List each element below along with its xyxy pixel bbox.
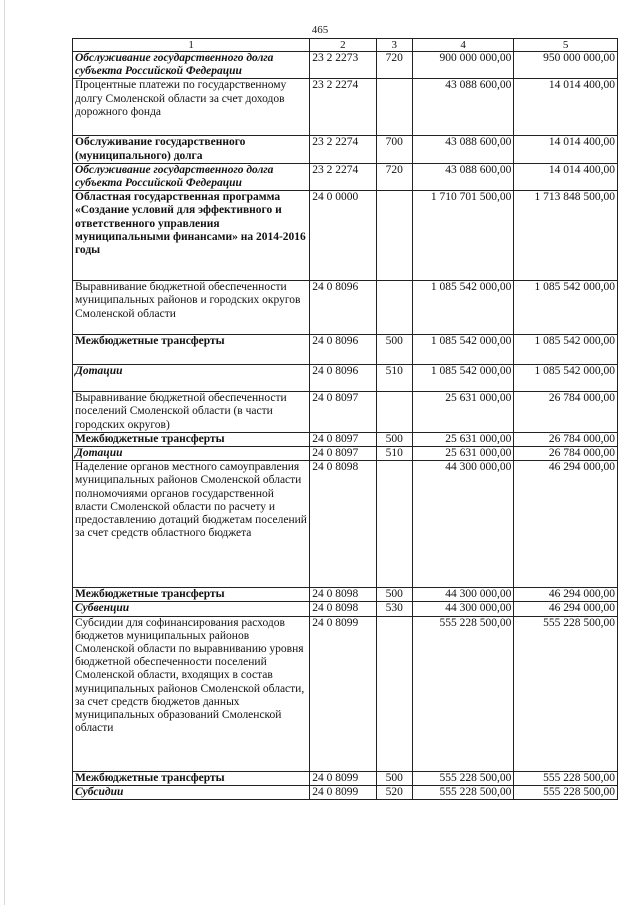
row-name-cell: Субвенции <box>73 602 310 616</box>
row-sum-2014-cell: 1 085 542 000,00 <box>412 365 514 392</box>
table-row <box>73 365 618 392</box>
row-code-cell: 24 0 8097 <box>310 447 376 461</box>
row-vr-cell <box>376 461 412 588</box>
row-vr-cell <box>376 616 412 771</box>
table-header-row <box>73 39 618 52</box>
table-row <box>73 281 618 335</box>
row-vr-cell: 500 <box>376 335 412 365</box>
row-vr-cell <box>376 191 412 281</box>
page-number: 465 <box>311 24 329 36</box>
table-row <box>73 771 618 785</box>
row-name-cell: Выравнивание бюджетной обеспеченности муниципальных районов и городских округов Смоленской области <box>73 281 310 335</box>
page-edge-mark <box>4 0 5 905</box>
row-vr-cell: 510 <box>376 447 412 461</box>
table-row <box>73 616 618 771</box>
row-name-cell: Обслуживание государственного долга субъекта Российской Федерации <box>73 163 310 190</box>
row-sum-2015-cell: 26 784 000,00 <box>514 447 618 461</box>
row-vr-cell <box>376 281 412 335</box>
row-name-cell: Субсидии для софинансирования расходов бюджетов муниципальных районов Смоленской области по выравниванию уровня бюджетной обеспеченности поселений Смоленской области, входящих в состав муниципальных районов Смоленской области, за счет средств бюджетов данных муниципальных образований Смоленской области <box>73 616 310 771</box>
row-name-cell: Обслуживание государственного долга субъекта Российской Федерации <box>73 52 310 79</box>
row-sum-2015-cell: 46 294 000,00 <box>514 588 618 602</box>
row-vr-cell: 500 <box>376 588 412 602</box>
row-sum-2014-cell: 555 228 500,00 <box>412 771 514 785</box>
row-sum-2014-cell: 44 300 000,00 <box>412 602 514 616</box>
row-code-cell: 23 2 2274 <box>310 79 376 136</box>
column-header: 4 <box>412 39 514 52</box>
row-name-cell: Дотации <box>73 365 310 392</box>
row-sum-2015-cell: 14 014 400,00 <box>514 163 618 190</box>
row-name-cell: Областная государственная программа «Создание условий для эффективного и ответственного управления муниципальными финансами» на 2014-2016 годы <box>73 191 310 281</box>
row-sum-2015-cell: 555 228 500,00 <box>514 785 618 799</box>
row-sum-2014-cell: 25 631 000,00 <box>412 392 514 433</box>
table-row <box>73 785 618 799</box>
row-vr-cell: 510 <box>376 365 412 392</box>
table-row <box>73 588 618 602</box>
row-vr-cell: 500 <box>376 432 412 446</box>
row-name-cell: Межбюджетные трансферты <box>73 335 310 365</box>
row-code-cell: 23 2 2274 <box>310 136 376 163</box>
row-sum-2014-cell: 555 228 500,00 <box>412 785 514 799</box>
row-code-cell: 24 0 8096 <box>310 365 376 392</box>
budget-table <box>72 38 618 800</box>
row-vr-cell: 500 <box>376 771 412 785</box>
table-row <box>73 602 618 616</box>
row-code-cell: 24 0 8096 <box>310 335 376 365</box>
row-code-cell: 24 0 8098 <box>310 461 376 588</box>
row-sum-2014-cell: 555 228 500,00 <box>412 616 514 771</box>
row-code-cell: 24 0 0000 <box>310 191 376 281</box>
row-sum-2015-cell: 1 713 848 500,00 <box>514 191 618 281</box>
row-name-cell: Межбюджетные трансферты <box>73 432 310 446</box>
row-vr-cell: 720 <box>376 52 412 79</box>
row-sum-2015-cell: 555 228 500,00 <box>514 616 618 771</box>
table-row <box>73 335 618 365</box>
table-row <box>73 79 618 136</box>
table-row <box>73 191 618 281</box>
table-row <box>73 447 618 461</box>
row-name-cell: Обслуживание государственного (муниципального) долга <box>73 136 310 163</box>
row-code-cell: 23 2 2274 <box>310 163 376 190</box>
row-sum-2014-cell: 25 631 000,00 <box>412 447 514 461</box>
row-code-cell: 24 0 8099 <box>310 771 376 785</box>
table-row <box>73 461 618 588</box>
table-row <box>73 392 618 433</box>
row-sum-2014-cell: 43 088 600,00 <box>412 163 514 190</box>
row-sum-2014-cell: 43 088 600,00 <box>412 79 514 136</box>
row-code-cell: 24 0 8097 <box>310 392 376 433</box>
row-sum-2015-cell: 46 294 000,00 <box>514 461 618 588</box>
table-row <box>73 136 618 163</box>
row-sum-2015-cell: 46 294 000,00 <box>514 602 618 616</box>
row-code-cell: 24 0 8096 <box>310 281 376 335</box>
column-header: 3 <box>376 39 412 52</box>
row-sum-2015-cell: 555 228 500,00 <box>514 771 618 785</box>
table-row <box>73 163 618 190</box>
row-sum-2014-cell: 44 300 000,00 <box>412 461 514 588</box>
row-code-cell: 24 0 8098 <box>310 602 376 616</box>
row-sum-2015-cell: 26 784 000,00 <box>514 392 618 433</box>
row-code-cell: 24 0 8099 <box>310 616 376 771</box>
row-name-cell: Выравнивание бюджетной обеспеченности поселений Смоленской области (в части городских округов) <box>73 392 310 433</box>
row-vr-cell: 700 <box>376 136 412 163</box>
row-sum-2014-cell: 44 300 000,00 <box>412 588 514 602</box>
row-sum-2014-cell: 1 085 542 000,00 <box>412 281 514 335</box>
table-row <box>73 432 618 446</box>
row-sum-2015-cell: 1 085 542 000,00 <box>514 281 618 335</box>
row-code-cell: 24 0 8099 <box>310 785 376 799</box>
row-sum-2015-cell: 26 784 000,00 <box>514 432 618 446</box>
row-name-cell: Межбюджетные трансферты <box>73 588 310 602</box>
row-name-cell: Межбюджетные трансферты <box>73 771 310 785</box>
row-name-cell: Субсидии <box>73 785 310 799</box>
row-code-cell: 23 2 2273 <box>310 52 376 79</box>
column-header: 5 <box>514 39 618 52</box>
column-header: 2 <box>310 39 376 52</box>
row-sum-2014-cell: 900 000 000,00 <box>412 52 514 79</box>
row-vr-cell: 720 <box>376 163 412 190</box>
row-name-cell: Дотации <box>73 447 310 461</box>
row-code-cell: 24 0 8097 <box>310 432 376 446</box>
row-sum-2015-cell: 950 000 000,00 <box>514 52 618 79</box>
row-vr-cell: 530 <box>376 602 412 616</box>
table-row <box>73 52 618 79</box>
row-vr-cell <box>376 392 412 433</box>
row-name-cell: Наделение органов местного самоуправления муниципальных районов Смоленской области полномочиями органов государственной власти Смоленской области по расчету и предоставлению дотаций бюджетам поселений за счет средств областного бюджета <box>73 461 310 588</box>
row-sum-2015-cell: 14 014 400,00 <box>514 79 618 136</box>
row-sum-2014-cell: 43 088 600,00 <box>412 136 514 163</box>
row-name-cell: Процентные платежи по государственному долгу Смоленской области за счет доходов дорожного фонда <box>73 79 310 136</box>
row-sum-2014-cell: 25 631 000,00 <box>412 432 514 446</box>
row-sum-2015-cell: 14 014 400,00 <box>514 136 618 163</box>
row-sum-2014-cell: 1 085 542 000,00 <box>412 335 514 365</box>
row-vr-cell <box>376 79 412 136</box>
row-vr-cell: 520 <box>376 785 412 799</box>
column-header: 1 <box>73 39 310 52</box>
row-sum-2014-cell: 1 710 701 500,00 <box>412 191 514 281</box>
row-sum-2015-cell: 1 085 542 000,00 <box>514 335 618 365</box>
row-code-cell: 24 0 8098 <box>310 588 376 602</box>
row-sum-2015-cell: 1 085 542 000,00 <box>514 365 618 392</box>
